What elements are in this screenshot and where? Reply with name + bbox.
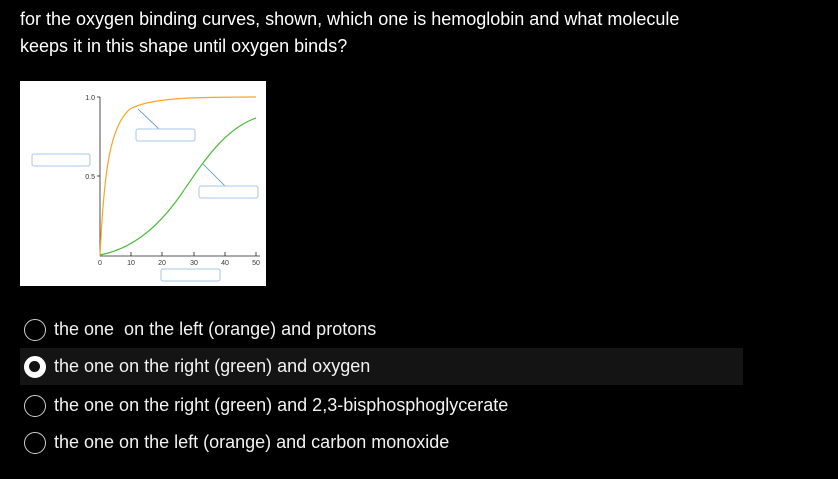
x-tick-label: 20 <box>158 260 166 267</box>
x-tick-label: 30 <box>190 260 198 267</box>
y-tick-label: 0.5 <box>85 174 95 181</box>
label-box-y-axis <box>32 154 90 166</box>
y-tick-label: 1.0 <box>85 95 95 102</box>
oxygen-binding-figure <box>20 81 266 286</box>
radio-button[interactable] <box>24 432 46 454</box>
x-tick-label: 50 <box>252 260 260 267</box>
radio-button-selected[interactable] <box>24 356 46 378</box>
option-green-oxygen[interactable] <box>20 348 743 385</box>
question-line-2: keeps it in this shape until oxygen binds? <box>20 36 348 56</box>
x-tick-label: 10 <box>127 260 135 267</box>
option-label: the one on the left (orange) and carbon monoxide <box>54 432 450 452</box>
option-label: the one on the right (green) and oxygen <box>54 356 371 376</box>
question-text <box>20 6 820 60</box>
radio-button[interactable] <box>24 395 46 417</box>
label-box-orange <box>136 129 195 141</box>
radio-button[interactable] <box>24 319 46 341</box>
pointer-line-orange <box>138 109 159 129</box>
binding-curves-svg <box>20 81 266 286</box>
label-box-x-axis <box>161 269 220 281</box>
option-orange-protons[interactable] <box>20 311 743 348</box>
label-box-green <box>199 186 258 198</box>
option-green-bpg[interactable] <box>20 387 743 424</box>
option-orange-carbon-monoxide[interactable] <box>20 424 743 461</box>
option-label: the one on the right (green) and 2,3-bisphosphoglycerate <box>54 395 509 415</box>
question-line-1: for the oxygen binding curves, shown, which one is hemoglobin and what molecule <box>20 9 680 29</box>
orange-curve <box>100 97 256 256</box>
pointer-line-green <box>203 164 225 186</box>
x-tick-label: 40 <box>221 260 229 267</box>
x-tick-label: 0 <box>98 260 102 267</box>
option-label: the one on the left (orange) and protons <box>54 319 377 339</box>
